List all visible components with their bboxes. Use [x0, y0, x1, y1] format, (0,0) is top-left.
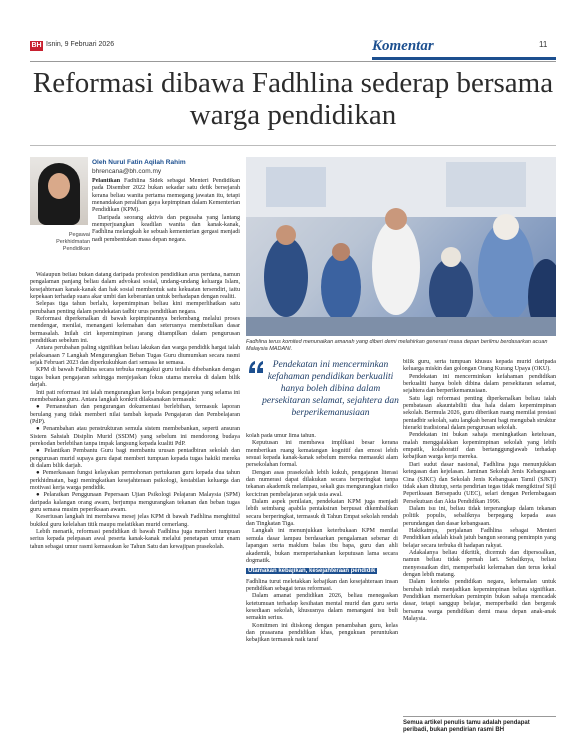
issue-date: Isnin, 9 Februari 2026 [46, 41, 115, 48]
column-2: kolah pada umur lima tahun. Keputusan ini membawa implikasi besar kerana memberikan ruang kematangan kognitif dan emosi lebih sesuai kepada kanak-kanak sebelum mereka memasuki alam persekolahan formal. Dengan asas prasekolah lebih kukuh, pengajaran literasi dan numerasi dapat dilakukan secara berperingkat tanpa tekanan akademik melampau, sekali gus mengurangkan risiko keciciran pembelajaran sejak usia awal. Dalam aspek penilaian, pendekatan KPM juga menjadi lebih seimbang apabila pentaksiran berpusat dikembalikan secara berperingkat, termasuk di Tahun Empat sekolah rendah dan Tingkatan Tiga. Langkah ini menunjukkan keterbukaan KPM menilai semula dasar lampau berdasarkan pengalaman sebenar di lapangan serta maklum balas ibu bapa, guru dan ahli akademik, bukan mempertahankan keputusan lama secara dogmatik. Utamakan kebajikan, kesejahteraan pendidik Fadhlina turut meletakkan kebajikan dan kesejahteraan insan pendidikan sebagai teras reformasi. Dalam amanat pendidikan 2026, beliau menegaskan ketetumuan terhadap kesihatan mental murid dan guru serta kesediaan sekolah, khususnya dalam menangani isu buli semakin serius. Komitmen ini diiskong dengan penambahan guru, kelas dan prasarana pendidikan khas, pengukuan peruntukan kebajikan termasuk naik taraf [246, 433, 398, 644]
article-headline: Reformasi dibawa Fadhlina sederap bersama warga pendidikan [32, 67, 554, 131]
column-3: bilik guru, serta tumpuan khusus kepada murid daripada keluarga miskin dan golongan Orang Kurang Upaya (OKU). Pendekatan ini mencerminkan kefahaman pendidikan berkualiti hanya boleh dibina dalam persekitaran selamat, sejahtera dan berperikemanusiaan. Satu lagi reformasi penting diperkenalkan beliau ialah pembatasan akauntabiliti dua hala dalam kepemimpinan sekolah. Bermula 2026, guru diberikan ruang memilai prestasi pentadbir sekolah, satu langkah berani bagi mengubah struktur hierarki tradisional dalam pengurusan sekolah. Pendekatan ini bukan sahaja meningkatkan ketelusan, malah menggalakkan kepemimpinan sekolah yang lebih empatik, kolaboratif dan bertanggungjawab terhadap kebajikan warga kerja mereka. Dari sudut dasar nasional, Fadhlina juga menunjukkan ketegasan dan kejelasan. Jaminan Sekolah Jenis Kebangsaan Cina (SJKC) dan Sekolah Jenis Kebangsaan Tamil (SJKT) tidak akan ditutup, serta pendirian tegas tidak mengiktiraf Sijil Peperiksaan Bersepadu (UEC), selari dengan Perlembagaan Persekutuan dan Akta Pendidikan 1996. Dalam isu ini, beliau tidak terperangkap dalam tekanan politik populis, sebaliknya berpegang kepada asas perundangan dan dasar kebangsaan. Hakikatnya, perjalanan Fadhlina sebagai Menteri Pendidikan adalah kisah jatuh bangun seorang pemimpin yang belajar secara terbuka di hadapan rakyat. Adakalanya beliau dikritik, dicemuh dan dipersoalkan, namun beliau tidak pernah lari. Sebaliknya, beliau menyesuaikan diri, memperbaiki kelemahan dan terus kekal dengan lebih matang. Dalam konteks pendidikan negara, kehemalan untuk berubah inilah menjadikan kepemimpinan beliau signifikan. Pendidikan memerlukan pemimpin bukan sahaja mencadak dasar, tetapi sanggup belajar, memperbaiki dan bergerak bersama warga pendidikan demi masa depan anak-anak Malaysia. [403, 359, 556, 623]
page-number: 11 [539, 40, 548, 49]
newspaper-logo: BH [31, 42, 42, 49]
header-divider [30, 61, 556, 62]
section-title: Komentar [372, 38, 434, 54]
disclaimer-divider [403, 716, 556, 717]
author-byline: Oleh Nurul Fatin Aqilah Rahim [92, 159, 186, 166]
column-1-top: Pelantikan Fadhlina Sidek sebagai Menteri Pendidikan pada Disember 2022 bukan sekadar satu detik bersejarah kerana beliau wanita pertama memegang jawatan itu, tetapi menandakan peralihan gaya kepimpinan dalam Kementerian Pendidikan (KPM). Daripada seorang aktivis dan pegusaha yang lantang memperjuangkan keadilan wanita dan kanak-kanak, Fadhlina melangkah ke sebuah kementerian gergasi menjadi nadi pembentukan masa depan negara. [92, 178, 240, 243]
author-email[interactable]: bhrencana@bh.com.my [92, 168, 162, 175]
subheading: Utamakan kebajikan, kesejahteraan pendidik [248, 568, 376, 575]
author-photo [30, 157, 88, 225]
headline-divider [30, 145, 556, 146]
pull-quote: Pendekatan ini mencerminkan kefahaman pendidikan berkualiti hanya boleh dibina dalam persekitaran selamat, sejahtera dan berperikemanusiaan [262, 360, 399, 418]
disclaimer: Semua artikel penulis tamu adalah pendapat peribadi, bukan pendirian rasmi BH [403, 720, 530, 733]
photo-caption: Fadhlina terus komited menunaikan amanah yang diberi demi melahirkan generasi masa depan berilmu berdasarkan acuan Malaysia MADANI. [246, 339, 548, 352]
column-1: Walaupun beliau bukan datang daripada profesion pendidikan arus perdana, namun pengalaman panjang beliau dalam advokasi sosial, undang-undang keluarga Islam, kesejahteraan kanak-kanak dan hak sosial membentuk satu kekuatan tersendiri, iaitu kepekaan terhadap suara akar umbi dan keberanian untuk berhadapan dengan realiti. Selepas tiga tahun berlalu, kepemimpinan beliau kini memperlihatkan satu perubahan penting dalam pendekatan tadbir urus pendidikan negara. Reformasi diperkenalkan di bawah kepimpinannya berlembang melalui proses mendengar, menilai, menangani kelemahan dan seterusnya membetulkan dasar bermasalah. Inilah ciri kepemimpinan jarang ditampilkan dalam pengurusan pendidikan sebelum ini. Antara perubahan paling signifikan beliau lakukan dan warga pendidik hargai ialah pelaksanaan 7 Langkah Mengurangkan Beban Tugas Guru diumumkan secara rasmi sejak Februari 2023 dan diperkukuhkan dari semasa ke semasa. KPM di bawah Fadhlina secara terbuka mengakui guru terlalu dibebankan dengan tugas bukan pengajaran sehingga menjejaskan fokus utama mereka di dalam bilik darjah. Inti pati reformasi ini ialah mengurangkan kerja bukan pengajaran yang selama ini membebankan guru. Antara langkah konkrit dilaksanakan termasuk: ● Pemansuhan dan pengurangan dokumentasi berlebihan, termasuk laporan berulang yang tidak memberi nilai tambah kepada Pengajaran dan Pembelajaran (PdP). ● Penambahan atau penstrukturan semula sistem membebankan, seperti ansuran Sistem Sahsiah Disiplin Murid (SSDM) yang sebelum ini mendorong budaya perekodan berlebihan tanpa impak langsung kepada kualiti PdP. ● Pelantikan Pembantu Guru bagi membantu urusan pentadbiran sekolah dan pengurusan murid supaya guru dapat memberi tumpuan kepada tugas hakiki mereka di dalam bilik darjah. ● Pemerkasaan fungsi kelayakan permohonan pertukaran guru kepada dua tahun perkhidmatan, bagi meningkatkan kesejahteraan psikologi, kestabilan keluarga dan motivasi kerja warga pendidik. ● Pelaratkan Penggunaan Pepersaan Ujian Psikologi Pelajaran Malaysia (SPM) daripada kalangan orang awam, berjumpa mengurangkan tekanan dan beban tugas guru semasa musim peperiksaan awam. Keseriusan langkah ini membawa mesej jelas KPM di bawah Fadhlina menghittul bukikul guru kelelahan titik maupu melatikkan murid cemerlang. Lebih menarik, reformasi pendidikan di bawah Fadhlina juga memberi tumpuan serius kepada pelepasan awal peserta kanak-kanak melalui penetapan umur enam tahun sebagai umur rasmi kemasukan ke Tahun Satu dan kewajipan prasekolah. [30, 272, 240, 550]
article-photo [246, 157, 556, 336]
author-caption: Pegawai Perkhidmatan Pendidikan [56, 232, 90, 252]
section-underline [372, 57, 556, 60]
